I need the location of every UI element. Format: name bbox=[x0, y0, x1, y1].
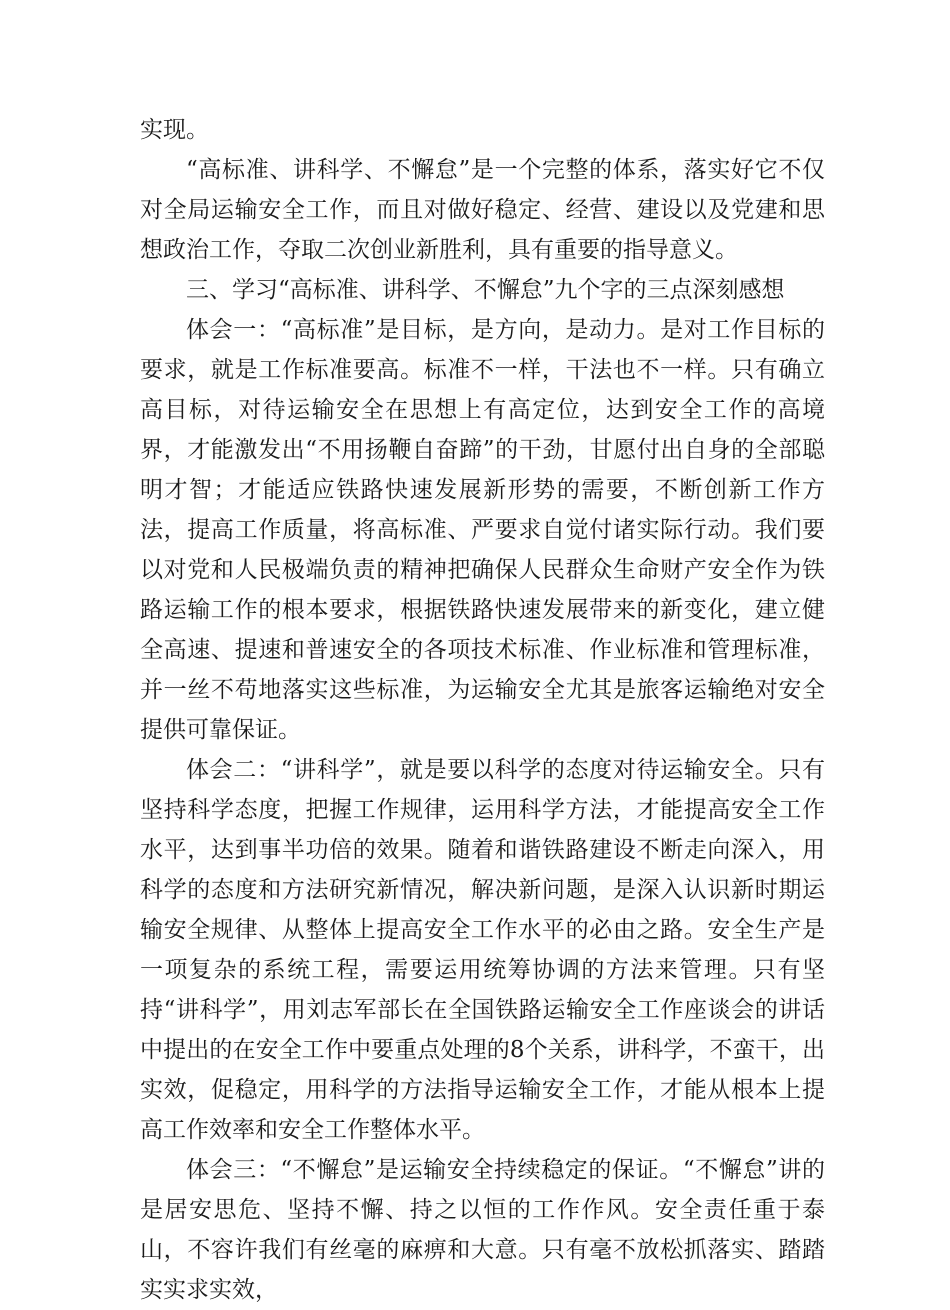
document-page bbox=[140, 110, 825, 1310]
paragraph: 实现。 bbox=[140, 117, 209, 143]
paragraph: “高标准、讲科学、不懈怠”是一个完整的体系，落实好它不仅对全局运输安全工作，而且对做好稳定、经营、建设以及党建和思想政治工作，夺取二次创业新胜利，具有重要的指导意义。 bbox=[140, 157, 825, 263]
paragraph: 体会二：“讲科学”，就是要以科学的态度对待运输安全。只有坚持科学态度，把握工作规律，运用科学方法，才能提高安全工作水平，达到事半功倍的效果。随着和谐铁路建设不断走向深入，用科学的态度和方法研究新情况，解决新问题，是深入认识新时期运输安全规律、从整体上提高安全工作水平的必由之路。安全生产是一项复杂的系统工程，需要运用统筹协调的方法来管理。只有坚持“讲科学”，用刘志军部长在全国铁路运输安全工作座谈会的讲话中提出的在安全工作中要重点处理的8个关系，讲科学，不蛮干，出实效，促稳定，用科学的方法指导运输安全工作，才能从根本上提高工作效率和安全工作整体水平。 bbox=[140, 757, 825, 1143]
paragraph: 体会一：“高标准”是目标，是方向，是动力。是对工作目标的要求，就是工作标准要高。标准不一样，干法也不一样。只有确立高目标，对待运输安全在思想上有高定位，达到安全工作的高境界，才能激发出“不用扬鞭自奋蹄”的干劲，甘愿付出自身的全部聪明才智；才能适应铁路快速发展新形势的需要，不断创新工作方法，提高工作质量，将高标准、严要求自觉付诸实际行动。我们要以对党和人民极端负责的精神把确保人民群众生命财产安全作为铁路运输工作的根本要求，根据铁路快速发展带来的新变化，建立健全高速、提速和普速安全的各项技术标准、作业标准和管理标准，并一丝不苟地落实这些标准，为运输安全尤其是旅客运输绝对安全提供可靠保证。 bbox=[140, 317, 825, 743]
paragraph: 体会三：“不懈怠”是运输安全持续稳定的保证。“不懈怠”讲的是居安思危、坚持不懈、持之以恒的工作作风。安全责任重于泰山，不容许我们有丝毫的麻痹和大意。只有毫不放松抓落实、踏踏实实求实效， bbox=[140, 1157, 825, 1303]
section-heading: 三、学习“高标准、讲科学、不懈怠”九个字的三点深刻感想 bbox=[186, 277, 785, 303]
